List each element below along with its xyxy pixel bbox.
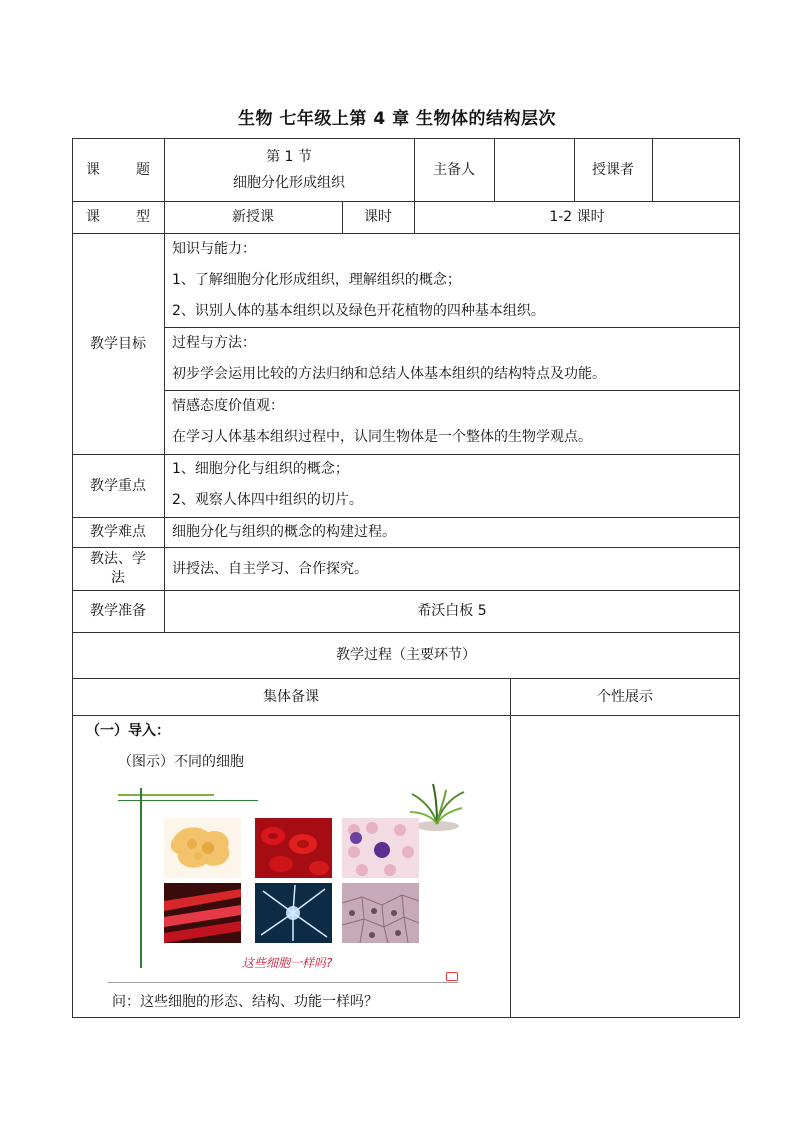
knowledge-item-2: 2、识别人体的基本组织以及绿色开花植物的四种基本组织。 <box>172 303 545 319</box>
preparation-label: 教学准备 <box>90 603 146 619</box>
methods-value: 讲授法、自主学习、合作探究。 <box>172 561 368 577</box>
blood-smear-image <box>342 818 419 878</box>
process-header: 教学过程（主要环节） <box>336 647 476 663</box>
intro-question: 问：这些细胞的形态、结构、功能一样吗？ <box>112 994 378 1010</box>
key-points-label: 教学重点 <box>90 477 146 494</box>
preparer-value <box>494 138 574 201</box>
topic-label: 课 题 <box>86 161 150 178</box>
objectives-process <box>172 333 732 390</box>
teacher-value <box>652 138 740 201</box>
section-number: 第 1 节 <box>266 149 312 165</box>
lesson-type-value: 新授课 <box>232 209 274 225</box>
intro-title: （一）导入： <box>86 723 170 739</box>
methods-label: 教法、学 法 <box>90 551 146 586</box>
preparer-label: 主备人 <box>433 161 475 178</box>
objectives-emotion <box>172 396 732 453</box>
figure-caption: （图示）不同的细胞 <box>118 754 244 770</box>
red-blood-cells-image <box>255 818 332 878</box>
emotion-title: 情感态度价值观： <box>172 398 284 414</box>
difficulty-value: 细胞分化与组织的概念的构建过程。 <box>172 524 396 540</box>
process-item-1: 初步学会运用比较的方法归纳和总结人体基本组织的结构特点及功能。 <box>172 366 606 382</box>
group-prep-header: 集体备课 <box>263 688 319 705</box>
key-point-2: 2、观察人体四中组织的切片。 <box>172 492 363 508</box>
difficulty-label: 教学难点 <box>90 524 146 540</box>
document-title: 生物 七年级上第 4 章 生物体的结构层次 <box>237 109 556 129</box>
knowledge-title: 知识与能力： <box>172 241 256 257</box>
topic-cell <box>164 138 414 201</box>
preparation-value: 希沃白板 5 <box>417 603 487 619</box>
objectives-knowledge <box>172 239 732 327</box>
key-points-content <box>172 459 732 515</box>
emotion-item-1: 在学习人体基本组织过程中，认同生物体是一个整体的生物学观点。 <box>172 429 592 445</box>
teacher-label: 授课者 <box>592 161 634 178</box>
epithelial-cells-image <box>342 883 419 943</box>
objectives-label: 教学目标 <box>90 335 146 352</box>
slide-caption: 这些细胞一样吗? <box>242 956 333 970</box>
process-title: 过程与方法： <box>172 335 256 351</box>
slide-logo-icon <box>446 972 458 981</box>
knowledge-item-1: 1、了解细胞分化形成组织，理解组织的概念； <box>172 272 461 288</box>
neuron-image <box>255 883 332 943</box>
hours-value: 1-2 课时 <box>549 209 605 225</box>
cells-slide-figure <box>108 782 472 988</box>
key-point-1: 1、细胞分化与组织的概念； <box>172 461 349 477</box>
lesson-type-label: 课 型 <box>86 209 150 225</box>
topic-title: 细胞分化形成组织 <box>233 175 345 191</box>
hours-label: 课时 <box>364 209 392 225</box>
muscle-cells-image <box>164 883 241 943</box>
fat-cell-image <box>164 818 241 878</box>
personal-display-header: 个性展示 <box>597 688 653 705</box>
